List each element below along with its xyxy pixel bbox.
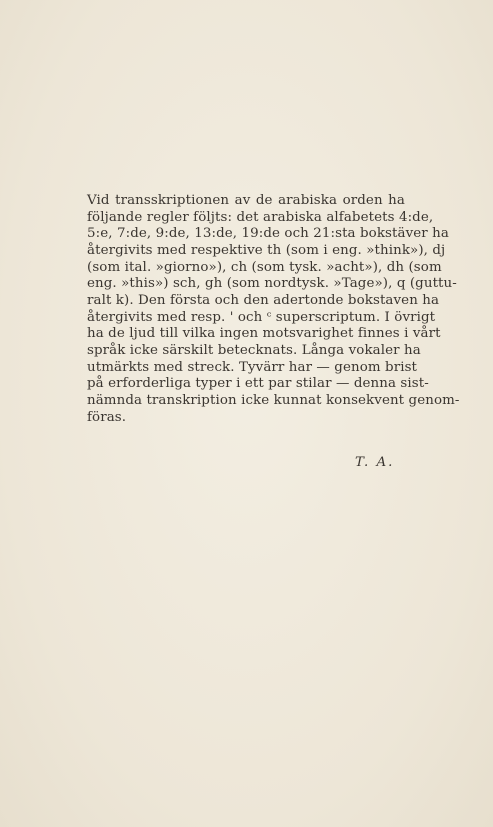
paragraph-line-10: språk icke särskilt betecknats. Långa vokaler ha [87,342,421,358]
paragraph-line-8: återgivits med resp. ' och ᶜ superscriptum. I övrigt [87,309,436,325]
author-initials-signature: T. A. [355,455,395,470]
paragraph-line-4: återgivits med respektive th (som i eng. »think»), dj [87,242,446,258]
paragraph-line-7: ralt k). Den första och den adertonde bokstaven ha [87,292,440,308]
paragraph-line-11: utmärkts med streck. Tyvärr har — genom brist [87,359,418,375]
paragraph-line-13: nämnda transkription icke kunnat konsekvent genom- [87,392,460,408]
paragraph-line-1: Vid transskriptionen av de arabiska orden ha [87,193,405,208]
paragraph-line-6: eng. »this») sch, gh (som nordtysk. »Tage»), q (guttu- [87,276,457,292]
paragraph-line-12: på erforderliga typer i ett par stilar — denna sist- [87,376,429,392]
paragraph-line-9: ha de ljud till vilka ingen motsvarighet finnes i vårt [87,326,441,342]
paragraph-line-5: (som ital. »giorno»), ch (som tysk. »acht»), dh (som [87,259,442,275]
transcription-note-paragraph [87,193,460,426]
paragraph-line-14: föras. [87,409,127,425]
paragraph-line-3: 5:e, 7:de, 9:de, 13:de, 19:de och 21:sta bokstäver ha [87,226,449,242]
paragraph-line-2: följande regler följts: det arabiska alfabetets 4:de, [87,209,434,225]
